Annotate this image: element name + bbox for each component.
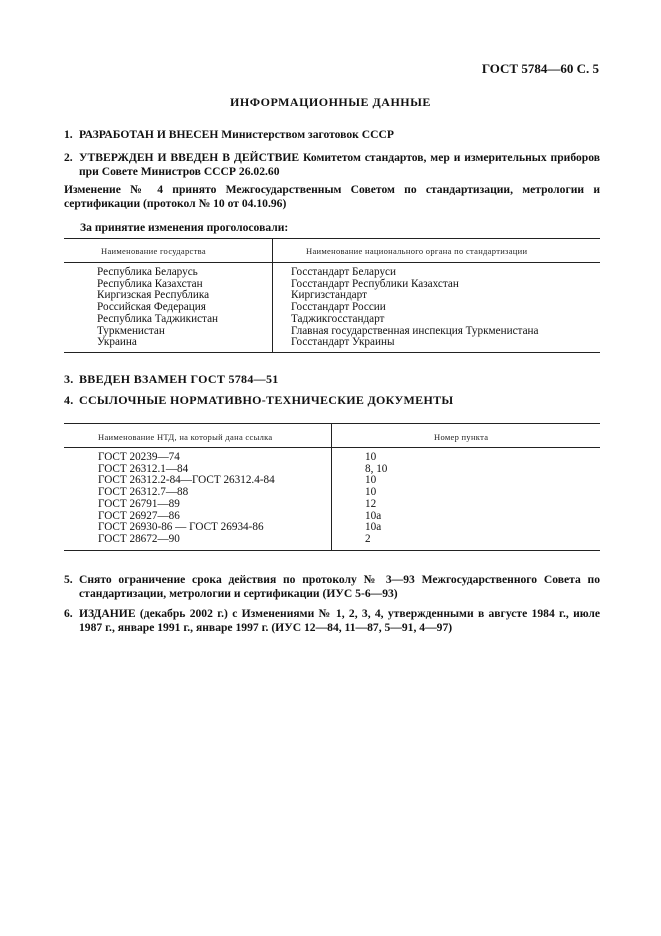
refs-table-body-divider <box>331 447 332 550</box>
table-cell: Таджикгосстандарт <box>291 312 385 325</box>
votes-states-column <box>97 267 218 349</box>
item-6-number: 6. <box>64 607 73 620</box>
page-title: ИНФОРМАЦИОННЫЕ ДАННЫЕ <box>230 95 431 109</box>
table-cell: Российская Федерация <box>97 301 206 314</box>
item-1-lead: РАЗРАБОТАН И ВНЕСЕН <box>79 128 219 141</box>
table-cell: ГОСТ 26312.7—88 <box>98 486 189 499</box>
table-cell: 10 <box>365 486 377 499</box>
voted-title: За принятие изменения проголосовали: <box>80 221 289 234</box>
table-cell: Республика Беларусь <box>97 266 198 278</box>
votes-table-bottom-rule <box>64 352 600 353</box>
votes-table-top-rule <box>64 238 600 239</box>
table-cell: 8, 10 <box>365 462 388 475</box>
item-3-number: 3. <box>64 372 74 386</box>
votes-table-header-rule <box>64 262 600 263</box>
item-3 <box>64 372 600 386</box>
table-cell: ГОСТ 26312.2-84—ГОСТ 26312.4-84 <box>98 474 275 487</box>
refs-table-divider <box>331 423 332 447</box>
change-note: Изменение № 4 принято Межгосударственным Советом по стандартизации, метрологии и сертификации (протокол № 10 от 04.10.96) <box>64 183 600 210</box>
item-6-lead: ИЗДАНИЕ <box>79 607 136 620</box>
table-cell: Туркменистан <box>97 324 165 337</box>
table-cell: Киргизская Республика <box>97 289 210 302</box>
votes-bodies-column <box>291 267 538 349</box>
table-cell: 10а <box>365 521 382 534</box>
item-5-number: 5. <box>64 573 73 586</box>
item-3-text: ВВЕДЕН ВЗАМЕН ГОСТ 5784—51 <box>79 372 279 386</box>
item-4-text: ССЫЛОЧНЫЕ НОРМАТИВНО-ТЕХНИЧЕСКИЕ ДОКУМЕНТЫ <box>79 393 454 407</box>
table-cell: 2 <box>365 532 371 545</box>
table-cell: ГОСТ 26927—86 <box>98 509 180 522</box>
table-cell: 10 <box>365 451 377 463</box>
table-cell: Госстандарт России <box>291 301 386 314</box>
table-cell: Республика Казахстан <box>97 277 203 290</box>
item-1 <box>64 128 600 142</box>
table-cell: 12 <box>365 497 377 510</box>
item-2-text: Комитетом стандартов, мер и измерительных приборов при Совете Министров СССР 26.02.60 <box>79 151 600 178</box>
table-cell: Госстандарт Украины <box>291 336 395 349</box>
refs-table-top-rule <box>64 423 600 424</box>
item-4-number: 4. <box>64 393 74 407</box>
table-cell: ГОСТ 28672—90 <box>98 532 180 545</box>
table-cell: ГОСТ 26930-86 — ГОСТ 26934-86 <box>98 521 264 534</box>
votes-table-body-divider <box>272 262 273 352</box>
table-cell: Госстандарт Республики Казахстан <box>291 277 459 290</box>
item-2-lead: УТВЕРЖДЕН И ВВЕДЕН В ДЕЙСТВИЕ <box>79 151 300 164</box>
refs-table-header-rule <box>64 447 600 448</box>
item-4 <box>64 393 600 407</box>
item-6-text: (декабрь 2002 г.) с Изменениями № 1, 2, 3, 4, утвержденными в августе 1984 г., июле 1987 г., январе 1991 г., январе 1997 г. (ИУС 12—84, 11—87, 5—91, 4—97) <box>79 607 600 634</box>
refs-header-doc: Наименование НТД, на который дана ссылка <box>98 432 273 442</box>
refs-header-point: Номер пункта <box>434 432 489 442</box>
table-cell: Главная государственная инспекция Туркменистана <box>291 324 539 337</box>
refs-table-bottom-rule <box>64 550 600 551</box>
votes-header-state: Наименование государства <box>101 246 206 256</box>
item-5-text: Снято ограничение срока действия по протоколу № 3—93 Межгосударственного Совета по стандартизации, метрологии и сертификации (ИУС 5-6—93) <box>79 573 600 600</box>
table-cell: Республика Таджикистан <box>97 312 219 325</box>
table-cell: ГОСТ 26312.1—84 <box>98 462 189 475</box>
refs-points-column <box>365 452 387 546</box>
item-2 <box>64 151 600 179</box>
table-cell: Киргизстандарт <box>291 289 367 302</box>
table-cell: 10а <box>365 509 382 522</box>
table-cell: Украина <box>97 336 137 349</box>
item-5 <box>64 573 600 601</box>
table-cell: ГОСТ 20239—74 <box>98 451 180 463</box>
item-2-number: 2. <box>64 151 73 164</box>
table-cell: Госстандарт Беларуси <box>291 266 396 278</box>
page-header: ГОСТ 5784—60 С. 5 <box>481 61 599 76</box>
item-1-text: Министерством заготовок СССР <box>218 128 394 141</box>
refs-docs-column <box>98 452 275 546</box>
votes-table-divider <box>272 238 273 262</box>
item-1-number: 1. <box>64 128 73 141</box>
item-6 <box>64 607 600 635</box>
votes-header-body: Наименование национального органа по стандартизации <box>306 246 528 256</box>
table-cell: 10 <box>365 474 377 487</box>
table-cell: ГОСТ 26791—89 <box>98 497 180 510</box>
